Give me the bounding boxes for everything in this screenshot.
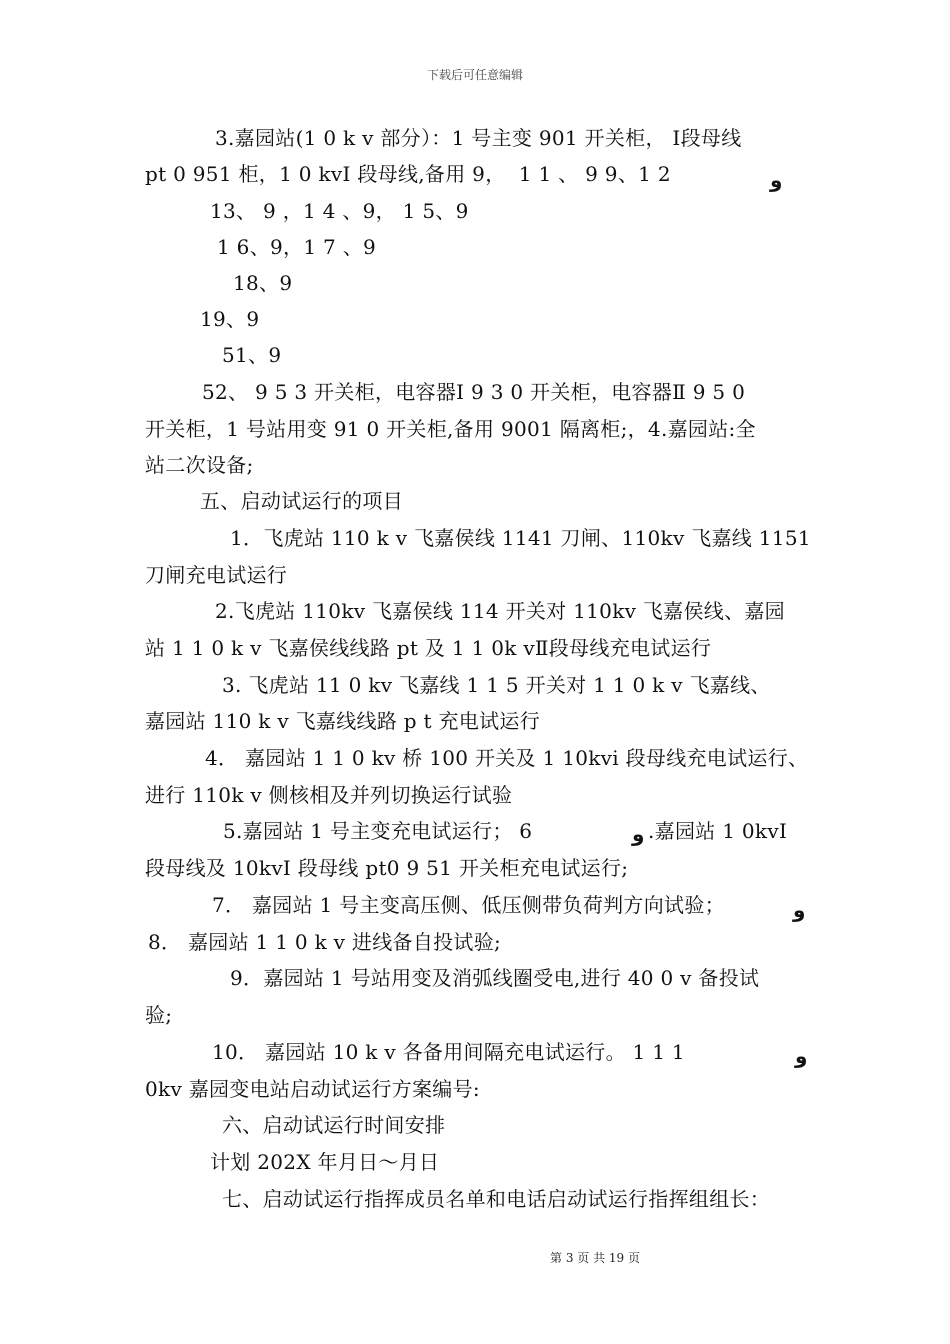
text-line: 验; [145,1003,173,1027]
text-line: 0kv 嘉园变电站启动试运行方案编号: [145,1077,480,1101]
page-header: 下载后可任意编辑 [426,68,523,82]
text-line: 52、 9 5 3 开关柜，电容器Ⅰ 9 3 0 开关柜，电容器Ⅱ 9 5 0 [202,380,746,404]
text-line: 9．嘉园站 1 号站用变及消弧线圈受电,进行 40 0 v 备投试 [230,966,760,990]
section-heading: 六、启动试运行时间安排 [222,1113,446,1137]
section-heading: 七、启动试运行指挥成员名单和电话启动试运行指挥组组长： [222,1187,771,1211]
stray-mark: و [770,168,783,192]
text-line: 7． 嘉园站 1 号主变高压侧、低压侧带负荷判方向试验； [212,893,725,917]
text-line: 站二次设备; [145,453,254,477]
text-line: 51、9 [222,343,282,367]
text-line: 18、9 [233,271,293,295]
text-line: 19、9 [200,307,260,331]
text-line: 站 1 1 0 k v 飞嘉侯线线路 pt 及 1 1 0k vⅡ段母线充电试运行 [145,636,712,660]
section-heading: 五、启动试运行的项目 [200,489,403,513]
stray-mark: و [793,898,806,922]
text-line: 4． 嘉园站 1 1 0 kv 桥 100 开关及 1 10kvi 段母线充电试运行、 [205,746,809,770]
text-line: 段母线及 10kvⅠ 段母线 pt0 9 51 开关柜充电试运行; [145,856,629,880]
text-line: 13、 9 ，1 4 、9， 1 5、9 [210,199,469,223]
page-number: 第 3 页 共 19 页 [550,1251,640,1265]
text-line: 计划 202X 年月日～月日 [210,1150,440,1174]
text-line: 1 6、9，1 7 、9 [217,235,377,259]
text-line: 5.嘉园站 1 号主变充电试运行； 6 [223,819,533,843]
text-line: pt 0 951 柜，1 0 kvⅠ 段母线,备用 9， 1 1 、 9 9、1 2 [145,162,671,186]
text-line: .嘉园站 1 0kvⅠ [648,819,788,843]
text-line: 3.嘉园站(1 0 k v 部分）：1 号主变 901 开关柜， Ⅰ段母线 [215,126,742,150]
stray-mark: و [632,822,645,846]
text-line: 刀闸充电试运行 [145,563,288,587]
stray-mark: و [795,1044,808,1068]
text-line: 1．飞虎站 110 k v 飞嘉侯线 1141 刀闸、110kv 飞嘉线 1151 [230,526,811,550]
text-line: 开关柜，1 号站用变 91 0 开关柜,备用 9001 隔离柜;，4.嘉园站:全 [145,417,756,441]
text-line: 进行 110k v 侧核相及并列切换运行试验 [145,783,513,807]
text-line: 嘉园站 110 k v 飞嘉线线路 p t 充电试运行 [145,709,541,733]
text-line: 2.飞虎站 110kv 飞嘉侯线 114 开关对 110kv 飞嘉侯线、嘉园 [215,599,785,623]
text-line: 8． 嘉园站 1 1 0 k v 进线备自投试验; [148,930,502,954]
page-footer [0,1249,950,1266]
text-line: 10． 嘉园站 10 k v 各备用间隔充电试运行。 1 1 1 [212,1040,685,1064]
text-line: 3. 飞虎站 11 0 kv 飞嘉线 1 1 5 开关对 1 1 0 k v 飞嘉线、 [222,673,771,697]
